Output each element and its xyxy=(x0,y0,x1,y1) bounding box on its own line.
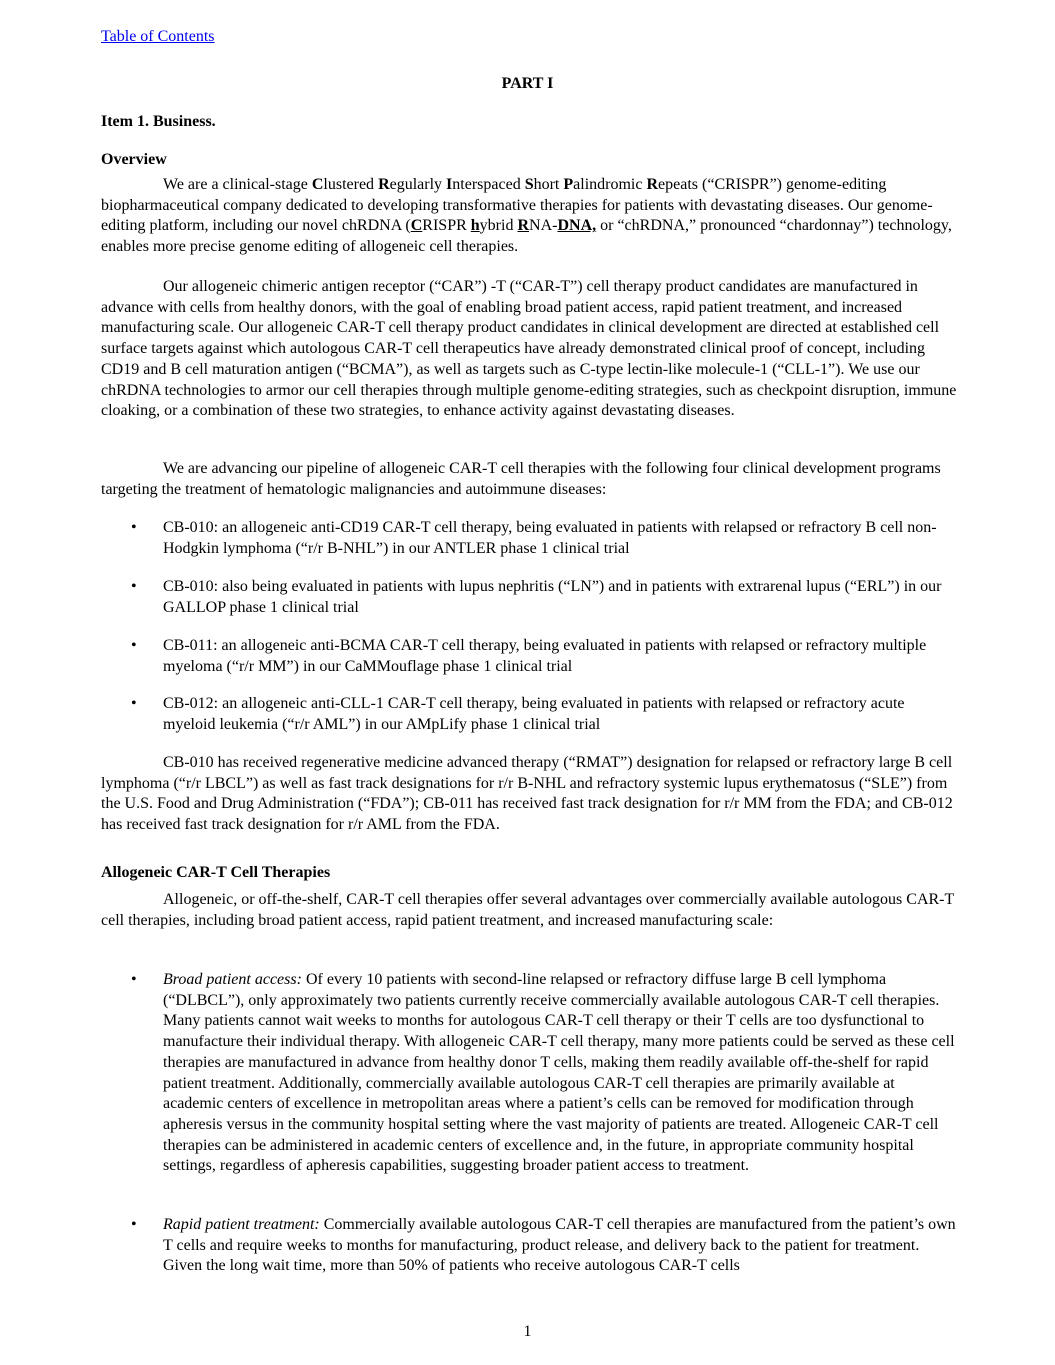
advantage-label: Rapid patient treatment: xyxy=(163,1216,320,1233)
advantage-list-item: • Rapid patient treatment: Commercially available autologous CAR-T cell therapies are manufactured from the patient’s own T cells and require weeks to months for manufacturing, product release, and delivery back to the patient for treatment. Given the long wait time, more than 50% of patients who receive autologous CAR-T cells xyxy=(131,1216,956,1275)
bullet-icon: • xyxy=(131,519,137,536)
allogeneic-paragraph-1: Allogeneic, or off-the-shelf, CAR-T cell therapies offer several advantages over commercially available autologous CAR-T cell therapies, including broad patient access, rapid patient treatment, and increased manufacturing scale: xyxy=(101,891,954,929)
overview-paragraph-4: CB-010 has received regenerative medicine advanced therapy (“RMAT”) designation for relapsed or refractory large B cell lymphoma (“r/r LBCL”) as well as fast track designations for r/r B-NHL and refractory systemic lupus erythematosus (“SLE”) from the U.S. Food and Drug Administration (“FDA”); CB-011 has received fast track designation for r/r MM from the FDA; and CB-012 has received fast track designation for r/r AML from the FDA. xyxy=(101,754,953,834)
bullet-icon: • xyxy=(131,971,137,988)
part-title: PART I xyxy=(501,75,554,92)
bullet-icon: • xyxy=(131,1216,137,1233)
advantage-list-item: • Broad patient access: Of every 10 patients with second-line relapsed or refractory diffuse large B cell lymphoma (“DLBCL”), only approximately two patients currently receive commercially available autologous CAR-T cell therapies. Many patients cannot wait weeks to months for autologous CAR-T cell therapy or their T cells are too dysfunctional to manufacture their individual therapy. With allogeneic CAR-T cell therapy, many more patients could be served as these cell therapies are manufactured in advance from healthy donor T cells, making them readily available off-the-shelf for rapid patient treatment. Additionally, commercially available autologous CAR-T cell therapies are primarily available at academic centers of excellence in metropolitan areas where a patient’s cells can be removed for modification through apheresis versus in the community hospital setting where the vast majority of patients are treated. Allogeneic CAR-T cell therapies can be administered in academic centers of excellence and, in the future, in appropriate community hospital settings, regardless of apheresis capabilities, suggesting broader patient access to treatment. xyxy=(131,971,955,1175)
overview-heading: Overview xyxy=(101,151,167,168)
table-of-contents-link[interactable]: Table of Contents xyxy=(101,28,215,45)
bullet-icon: • xyxy=(131,637,137,654)
program-list-item: • CB-011: an allogeneic anti-BCMA CAR-T cell therapy, being evaluated in patients with relapsed or refractory multiple myeloma (“r/r MM”) in our CaMMouflage phase 1 clinical trial xyxy=(131,637,927,675)
bullet-icon: • xyxy=(131,578,137,595)
page-number: 1 xyxy=(523,1323,532,1340)
program-list-item: • CB-012: an allogeneic anti-CLL-1 CAR-T cell therapy, being evaluated in patients with relapsed or refractory acute myeloid leukemia (“r/r AML”) in our AMpLify phase 1 clinical trial xyxy=(131,695,905,733)
program-list-item: • CB-010: also being evaluated in patients with lupus nephritis (“LN”) and in patients with extrarenal lupus (“ERL”) in our GALLOP phase 1 clinical trial xyxy=(131,578,942,616)
allogeneic-heading: Allogeneic CAR-T Cell Therapies xyxy=(101,864,331,881)
overview-paragraph-1: We are a clinical-stage Clustered Regularly Interspaced Short Palindromic Repeats (“CRISPR”) genome-editing biopharmaceutical company dedicated to developing transformative therapies for patients with devastating diseases. Our genome-editing platform, including our novel chRDNA (CRISPR hybrid RNA-DNA, or “chRDNA,” pronounced “chardonnay”) technology, enables more precise genome editing of allogeneic cell therapies. xyxy=(101,176,952,256)
overview-paragraph-3: We are advancing our pipeline of allogeneic CAR-T cell therapies with the following four clinical development programs targeting the treatment of hematologic malignancies and autoimmune diseases: xyxy=(101,460,941,498)
advantage-label: Broad patient access: xyxy=(163,971,302,988)
item-heading: Item 1. Business. xyxy=(101,113,216,130)
program-list-item: • CB-010: an allogeneic anti-CD19 CAR-T cell therapy, being evaluated in patients with relapsed or refractory B cell non-Hodgkin lymphoma (“r/r B-NHL”) in our ANTLER phase 1 clinical trial xyxy=(131,519,937,557)
bullet-icon: • xyxy=(131,695,137,712)
overview-paragraph-2: Our allogeneic chimeric antigen receptor (“CAR”) -T (“CAR-T”) cell therapy product candidates are manufactured in advance with cells from healthy donors, with the goal of enabling broad patient access, rapid patient treatment, and increased manufacturing scale. Our allogeneic CAR-T cell therapy product candidates in clinical development are directed at established cell surface targets against which autologous CAR-T cell therapeutics have already demonstrated clinical proof of concept, including CD19 and B cell maturation antigen (“BCMA”), as well as targets such as C-type lectin-like molecule-1 (“CLL-1”). We use our chRDNA technologies to armor our cell therapies through multiple genome-editing strategies, such as checkpoint disruption, immune cloaking, or a combination of these two strategies, to enhance activity against devastating diseases. xyxy=(101,278,957,420)
